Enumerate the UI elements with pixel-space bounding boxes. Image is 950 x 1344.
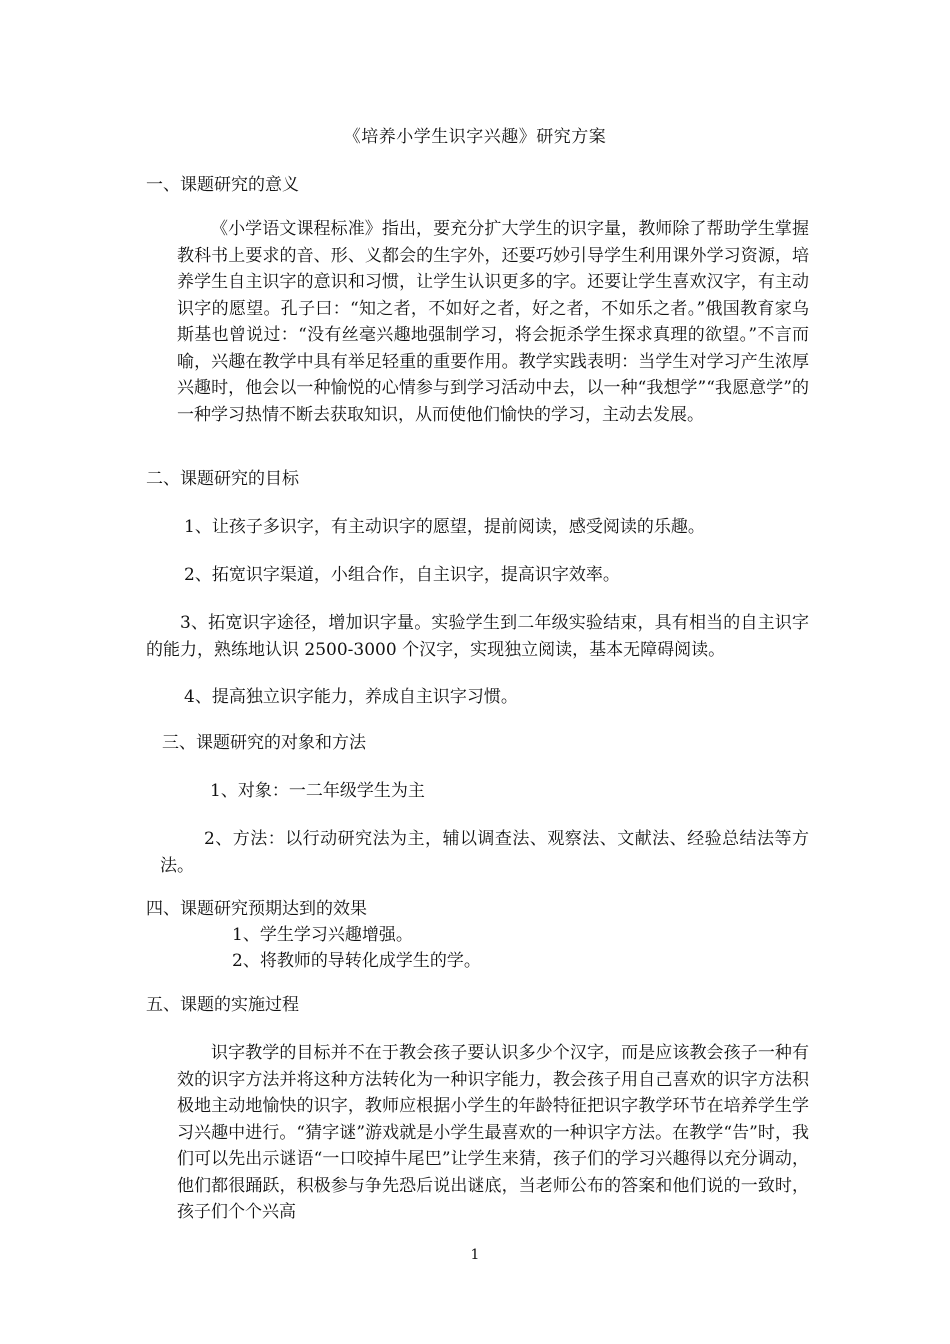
- section-heading-goals: 二、课题研究的目标: [146, 469, 299, 489]
- goal-item-1: 1、让孩子多识字，有主动识字的愿望，提前阅读，感受阅读的乐趣。: [184, 517, 705, 537]
- section-heading-subjects-methods: 三、课题研究的对象和方法: [162, 733, 366, 753]
- goal-item-3: 3、拓宽识字途径，增加识字量。实验学生到二年级实验结束，具有相当的自主识字的能力，熟练地认识 2500-3000 个汉字，实现独立阅读，基本无障碍阅读。: [146, 613, 809, 660]
- paragraph-implementation: 识字教学的目标并不在于教会孩子要认识多少个汉字，而是应该教会孩子一种有效的识字方法并将这种方法转化为一种识字能力，教会孩子用自己喜欢的识字方法积极地主动地愉快的识字，教师应根据小学生的年龄特征把识字教学环节在培养学生学习兴趣中进行。“猜字谜”游戏就是小学生最喜欢的一种识字方法。在教学“告”时，我们可以先出示谜语“一口咬掉牛尾巴”让学生来猜，孩子们的学习兴趣得以充分调动，他们都很踊跃，积极参与争先恐后说出谜底，当老师公布的答案和他们说的一致时，孩子们个个兴高: [177, 1043, 809, 1222]
- section-heading-expected-effects: 四、课题研究预期达到的效果: [146, 899, 367, 919]
- method-item: 2、方法：以行动研究法为主，辅以调查法、观察法、文献法、经验总结法等方法。: [160, 829, 809, 876]
- effect-item-1: 1、学生学习兴趣增强。: [232, 925, 413, 945]
- goal-item-4: 4、提高独立识字能力，养成自主识字习惯。: [184, 687, 518, 707]
- goal-item-2: 2、拓宽识字渠道，小组合作，自主识字，提高识字效率。: [184, 565, 620, 585]
- section-heading-implementation: 五、课题的实施过程: [146, 995, 299, 1015]
- subject-item: 1、对象：一二年级学生为主: [210, 781, 425, 801]
- document-title: 《培养小学生识字兴趣》研究方案: [343, 127, 607, 147]
- effect-item-2: 2、将教师的导转化成学生的学。: [232, 951, 481, 971]
- section-heading-significance: 一、课题研究的意义: [146, 175, 299, 195]
- paragraph-significance: 《小学语文课程标准》指出，要充分扩大学生的识字量，教师除了帮助学生掌握教科书上要求的音、形、义都会的生字外，还要巧妙引导学生利用课外学习资源，培养学生自主识字的意识和习惯，让学生认识更多的字。还要让学生喜欢汉字，有主动识字的愿望。孔子曰：“知之者，不如好之者，好之者，不如乐之者。”俄国教育家乌斯基也曾说过：“没有丝毫兴趣地强制学习，将会扼杀学生探求真理的欲望。”不言而喻，兴趣在教学中具有举足轻重的重要作用。教学实践表明：当学生对学习产生浓厚兴趣时，他会以一种愉悦的心情参与到学习活动中去，以一种“我想学”“我愿意学”的一种学习热情不断去获取知识，从而使他们愉快的学习，主动去发展。: [177, 219, 809, 425]
- page-number: 1: [470, 1247, 480, 1263]
